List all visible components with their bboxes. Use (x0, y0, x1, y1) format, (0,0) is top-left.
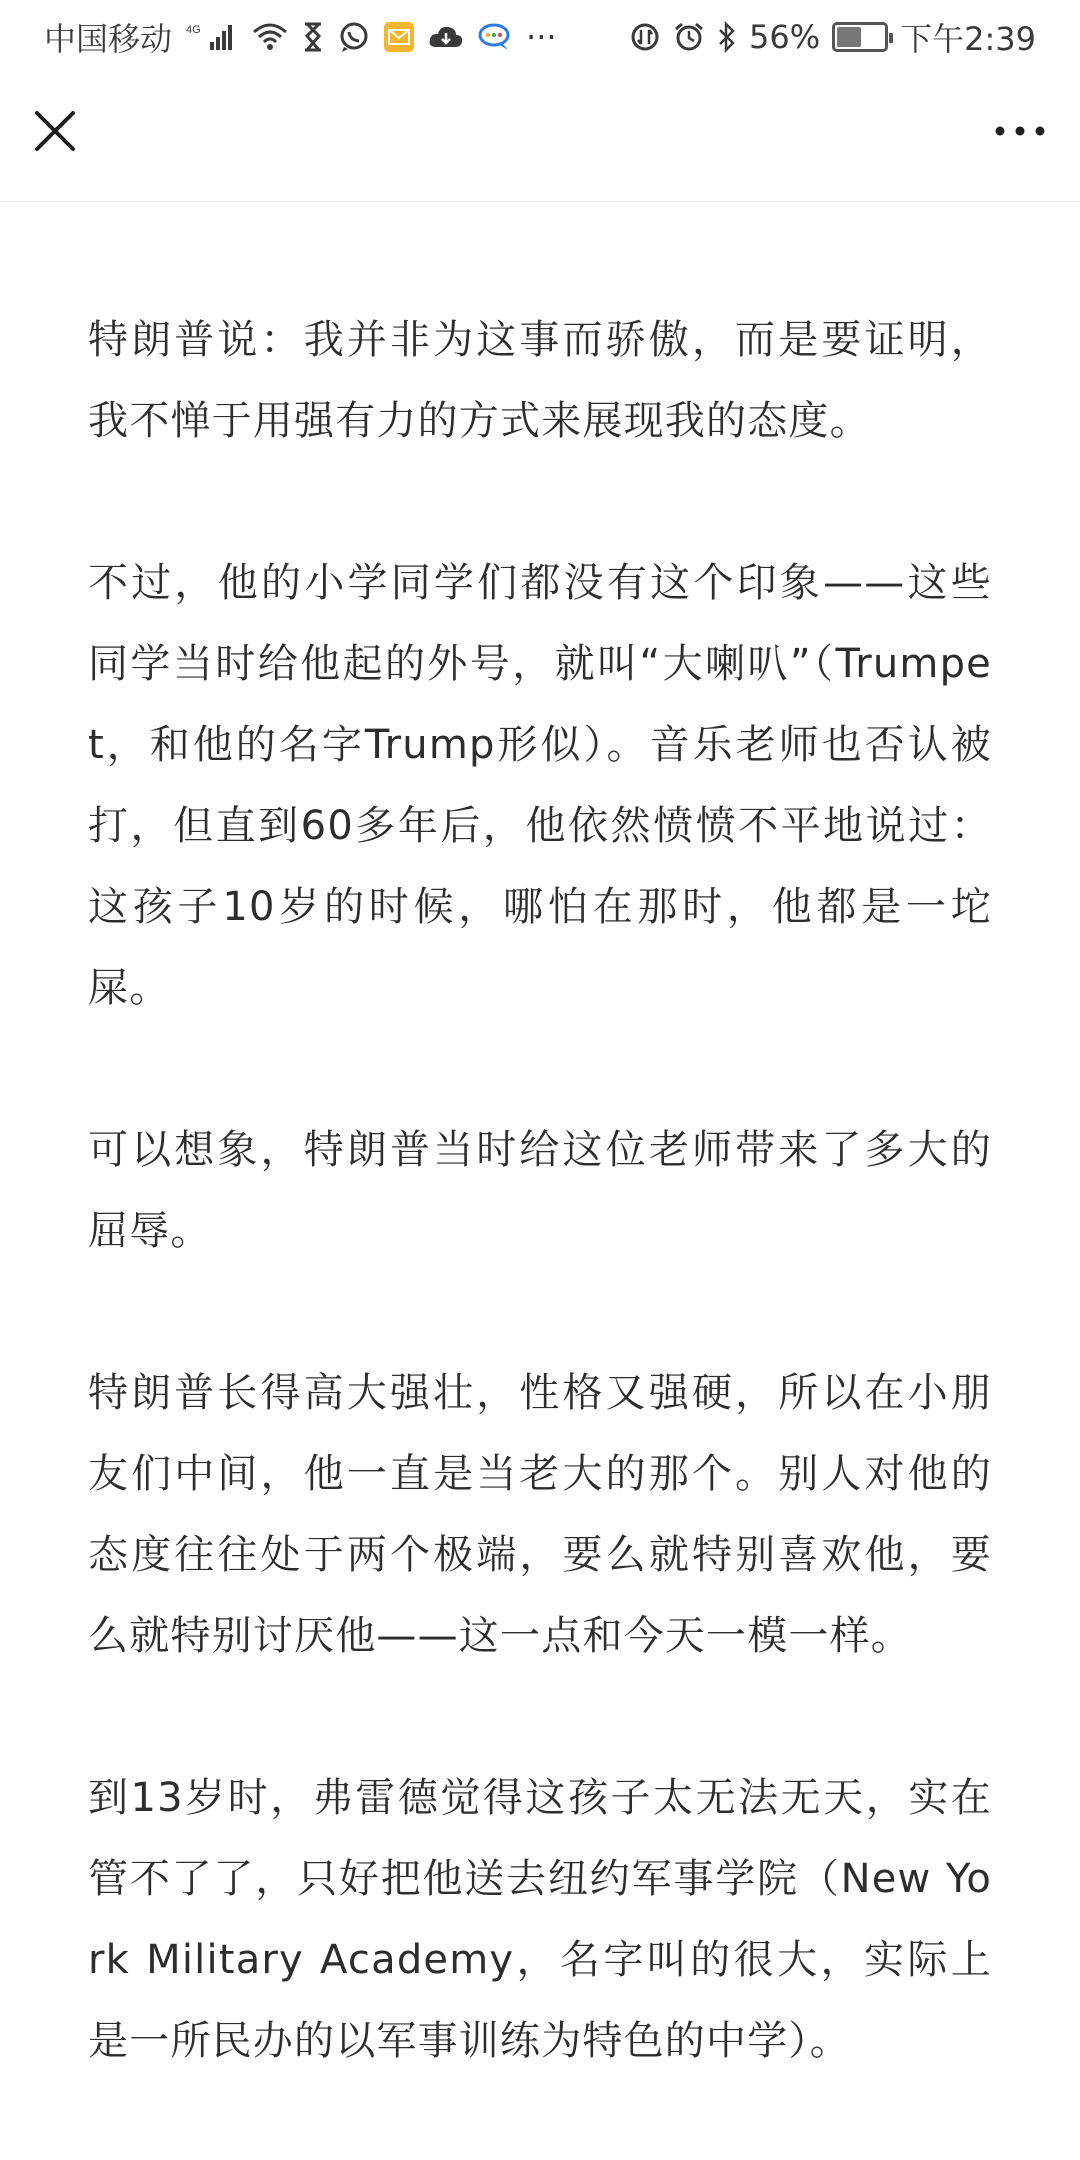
mail-icon (384, 22, 414, 52)
chat-icon (478, 22, 512, 52)
close-icon (33, 109, 77, 153)
signal-icon (186, 22, 238, 52)
battery-fill (837, 27, 861, 47)
article-paragraph: 不过，他的小学同学们都没有这个印象——这些同学当时给他起的外号，就叫“大喇叭”（Trumpet，和他的名字Trump形似）。音乐老师也否认被打，但直到60多年后，他依然愤愤不平地说过：这孩子10岁的时候，哪怕在那时，他都是一坨屎。 (88, 560, 992, 1011)
clock: 下午2:39 (900, 20, 1036, 58)
status-bar (0, 0, 1080, 74)
network-type: 4G (186, 24, 201, 36)
hourglass-icon (302, 22, 324, 52)
whatsapp-icon (338, 21, 370, 53)
article-paragraph: 到13岁时，弗雷德觉得这孩子太无法无天，实在管不了了，只好把他送去纽约军事学院（New York Military Academy，名字叫的很大，实际上是一所民办的以军事训练为特色的中学）。 (88, 1775, 992, 2064)
status-right (617, 14, 1036, 60)
close-button[interactable] (20, 96, 90, 166)
battery-percent: 56% (749, 18, 821, 56)
bluetooth-icon (717, 21, 737, 53)
article-paragraph: 特朗普说：我并非为这事而骄傲，而是要证明，我不惮于用强有力的方式来展现我的态度。 (88, 317, 992, 444)
carrier-label: 中国移动 (44, 20, 173, 58)
battery-icon (832, 22, 888, 52)
cloud-icon (428, 23, 464, 51)
data-saver-icon (629, 21, 661, 53)
article-paragraph: 可以想象，特朗普当时给这位老师带来了多大的屈辱。 (88, 1127, 992, 1254)
wifi-icon (252, 22, 288, 52)
alarm-icon (673, 21, 705, 53)
webview-nav-bar (0, 74, 1080, 202)
more-options-button[interactable] (980, 96, 1060, 166)
article-body (88, 300, 992, 2160)
more-notifications-icon: ··· (526, 18, 557, 56)
status-left (44, 14, 571, 60)
article-paragraph: 特朗普长得高大强壮，性格又强硬，所以在小朋友们中间，他一直是当老大的那个。别人对他的态度往往处于两个极端，要么就特别喜欢他，要么就特别讨厌他——这一点和今天一模一样。 (88, 1370, 992, 1659)
more-icon (994, 125, 1046, 137)
